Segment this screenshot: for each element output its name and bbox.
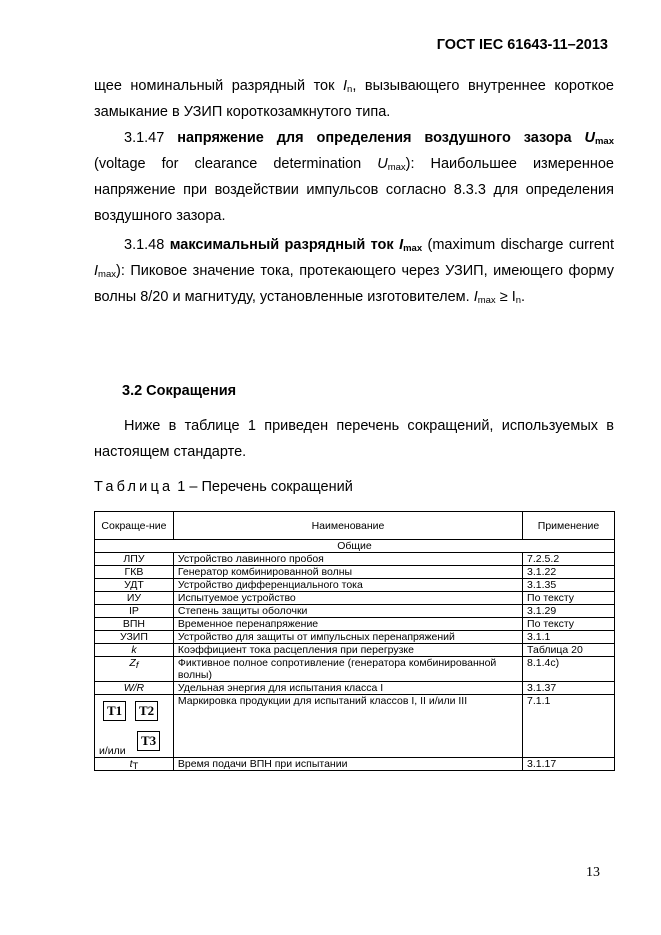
- abbr-cell: [95, 657, 174, 682]
- document-header: ГОСТ IEC 61643-11–2013: [436, 37, 608, 53]
- ref-cell: 3.1.22: [523, 566, 615, 579]
- abbreviations-table: [94, 511, 615, 771]
- name-cell: Коэффициент тока расцепления при перегрузке: [173, 644, 522, 657]
- table-row: [95, 657, 615, 682]
- abbr-cell: ЛПУ: [95, 553, 174, 566]
- name-cell: Испытуемое устройство: [173, 592, 522, 605]
- name-cell: Генератор комбинированной волны: [173, 566, 522, 579]
- abbr-cell: УЗИП: [95, 631, 174, 644]
- abbr-cell: [95, 758, 174, 771]
- name-cell: Устройство лавинного пробоя: [173, 553, 522, 566]
- definition-3-1-48: 3.1.48 максимальный разрядный ток $I_{max}$ (maximum discharge current $I_{max}$): Пиковое значение тока, протекающего через УЗИП, имеющего форму волны 8/20 и магнитуду, установленные изготовителем. $I_{max} \ge I_n$.: [94, 237, 614, 306]
- name-cell: Фиктивное полное сопротивление (генератора комбинированной волны): [173, 657, 522, 682]
- table-row: [95, 553, 615, 566]
- paragraph-continuation: щее номинальный разрядный ток $I_n$, вызывающего внутреннее короткое замыкание в УЗИП короткозамкнутого типа.: [94, 78, 614, 120]
- ref-cell: 7.1.1: [523, 695, 615, 758]
- header-usage: Применение: [523, 512, 615, 540]
- paragraph-intro: Ниже в таблице 1 приведен перечень сокращений, используемых в настоящем стандарте.: [94, 418, 614, 460]
- table-header-row: [95, 512, 615, 540]
- ref-cell: 3.1.1: [523, 631, 615, 644]
- table-row: [95, 618, 615, 631]
- mark-t2: T2: [135, 701, 158, 721]
- table-row: [95, 605, 615, 618]
- ref-cell: По тексту: [523, 618, 615, 631]
- header-name: Наименование: [173, 512, 522, 540]
- table-row: [95, 644, 615, 657]
- ref-cell: Таблица 20: [523, 644, 615, 657]
- name-cell: Устройство дифференциального тока: [173, 579, 522, 592]
- abbr-cell: W/R: [95, 682, 174, 695]
- group-row: [95, 540, 615, 553]
- ref-cell: 3.1.37: [523, 682, 615, 695]
- mark-t1: T1: [103, 701, 126, 721]
- abbr-cell: ВПН: [95, 618, 174, 631]
- table-row: [95, 579, 615, 592]
- abbr-cell: УДТ: [95, 579, 174, 592]
- abbr-cell: k: [95, 644, 174, 657]
- table-caption: Таблица 1 – Перечень сокращений: [94, 479, 353, 495]
- ref-cell: 8.1.4c): [523, 657, 615, 682]
- zf-subscript: f: [135, 660, 139, 671]
- name-cell: Маркировка продукции для испытаний классов I, II и/или III: [173, 695, 522, 758]
- table-row-marks: [95, 695, 615, 758]
- ref-cell: По тексту: [523, 592, 615, 605]
- marks-cell: [95, 695, 174, 758]
- marks-or-label: и/или: [99, 745, 126, 757]
- table-row: [95, 566, 615, 579]
- mark-t3: T3: [137, 731, 160, 751]
- table-row: [95, 682, 615, 695]
- name-cell: Степень защиты оболочки: [173, 605, 522, 618]
- section-title: 3.2 Сокращения: [122, 383, 237, 399]
- ref-cell: 3.1.17: [523, 758, 615, 771]
- name-cell: Устройство для защиты от импульсных перенапряжений: [173, 631, 522, 644]
- page-number: 13: [586, 865, 600, 880]
- name-cell: Временное перенапряжение: [173, 618, 522, 631]
- abbr-cell: IP: [95, 605, 174, 618]
- name-cell: Удельная энергия для испытания класса I: [173, 682, 522, 695]
- name-cell: Время подачи ВПН при испытании: [173, 758, 522, 771]
- header-abbreviation: Сокраще-ние: [95, 512, 174, 540]
- definition-3-1-47: 3.1.47 напряжение для определения воздушного зазора $U_{max}$ (voltage for clearance determination $U_{max}$): Наибольшее измеренное напряжение при воздействии импульсов согласно 8.3.3 для определения воздушного зазора.: [94, 130, 614, 224]
- zf-symbol: Z: [129, 657, 136, 669]
- ref-cell: 3.1.35: [523, 579, 615, 592]
- table-row: [95, 631, 615, 644]
- ref-cell: 3.1.29: [523, 605, 615, 618]
- tt-subscript: T: [132, 761, 139, 772]
- table-row: [95, 592, 615, 605]
- group-label: Общие: [95, 540, 615, 553]
- ref-cell: 7.2.5.2: [523, 553, 615, 566]
- abbr-cell: ГКВ: [95, 566, 174, 579]
- table-row: [95, 758, 615, 771]
- tt-symbol: t: [129, 758, 133, 770]
- abbr-cell: ИУ: [95, 592, 174, 605]
